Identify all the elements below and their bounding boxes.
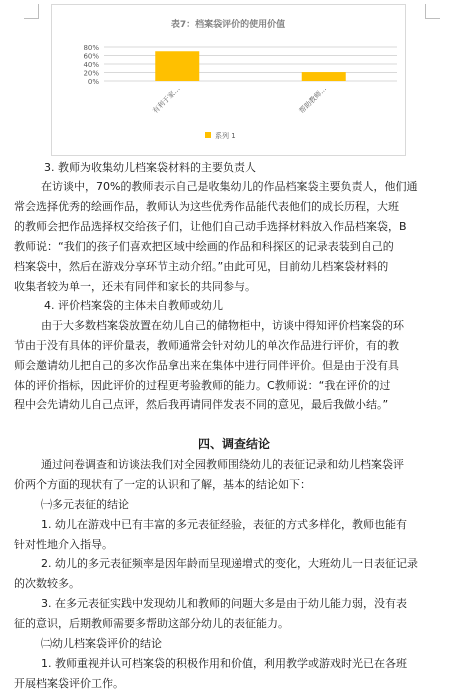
chart-container (51, 4, 406, 156)
subsection-heading: ㈡幼儿档案袋评价的结论 (41, 637, 162, 650)
paragraph-line: 体的评价指标，因此评价的过程更考验教师的能力。C教师说：“我在评价的过 (14, 379, 391, 392)
list-item-4-heading: 4. 评价档案袋的主体未自教师或幼儿 (44, 299, 223, 312)
list-item-3-heading: 3. 教师为收集幼儿档案袋材料的主要负责人 (44, 161, 256, 174)
list-item: 1. 教师重视并认可档案袋的积极作用和价值，利用教学或游戏时光已在各班 (41, 657, 407, 670)
y-tick-label: 40% (83, 61, 99, 69)
x-category-label: 有利于家… (151, 84, 182, 116)
y-tick-label: 60% (83, 52, 99, 61)
page-corner-mark-left (24, 4, 39, 19)
bar-chart (52, 5, 405, 155)
page-corner-mark-right (425, 4, 440, 19)
paragraph-line: 征的意识，后期教师需要多帮助这部分幼儿的表征能力。 (14, 617, 289, 630)
paragraph-line: 常会选择优秀的绘画作品，教师认为这些优秀作品能代表他们的成长历程，大班 (14, 200, 399, 213)
y-tick-label: 20% (83, 69, 99, 78)
section-heading: 四、调查结论 (198, 437, 271, 451)
paragraph-line: 的教师会把作品选择权交给孩子们，让他们自己动手选择材料放入作品档案袋，B (14, 220, 407, 233)
paragraph-line: 在访谈中，70%的教师表示自己是收集幼儿的作品档案袋主要负责人，他们通 (41, 180, 418, 193)
x-category-label: 帮助教师… (297, 84, 329, 116)
paragraph-line: 通过问卷调查和访谈法我们对全园教师围绕幼儿的表征记录和幼儿档案袋评 (41, 458, 404, 471)
paragraph-line: 开展档案袋评价工作。 (14, 677, 124, 690)
paragraph-line: 程中会先请幼儿自己点评，然后我再请同伴发表不同的意见，最后我做小结。” (14, 398, 389, 411)
y-tick-label: 0% (87, 78, 99, 86)
list-item: 3. 在多元表征实践中发现幼儿和教师的问题大多是由于幼儿能力弱，没有表 (41, 597, 407, 610)
subsection-heading: ㈠多元表征的结论 (41, 498, 129, 511)
chart-title: 表7：档案袋评价的使用价值 (170, 20, 286, 30)
legend-label: 系列 1 (215, 132, 236, 140)
paragraph-line: 由于大多数档案袋放置在幼儿自己的储物柜中，访谈中得知评价档案袋的环 (41, 319, 404, 332)
paragraph-line: 价两个方面的现状有了一定的认识和了解，基本的结论如下： (14, 478, 311, 491)
legend-swatch (205, 132, 211, 138)
paragraph-line: 的次数较多。 (14, 577, 80, 590)
list-item: 2. 幼儿的多元表征频率是因年龄而呈现递增式的变化，大班幼儿一日表征记录 (41, 557, 418, 570)
paragraph-line: 档案袋中，然后在游戏分享环节主动介绍。”由此可见，目前幼儿档案袋材料的 (14, 260, 389, 273)
list-item: 1. 幼儿在游戏中已有丰富的多元表征经验，表征的方式多样化，教师也能有 (41, 518, 407, 531)
paragraph-line: 师会邀请幼儿把自己的多次作品拿出来在集体中进行同伴评价。但是由于没有具 (14, 359, 399, 372)
y-tick-label: 80% (83, 44, 99, 52)
bar (155, 51, 199, 81)
bar (302, 72, 346, 81)
paragraph-line: 收集者较为单一，还未有同伴和家长的共同参与。 (14, 280, 256, 293)
paragraph-line: 教师说：“我们的孩子们喜欢把区域中绘画的作品和科探区的记录表装到自己的 (14, 240, 394, 253)
paragraph-line: 节由于没有具体的评价量表，教师通常会针对幼儿的单次作品进行评价，有的教 (14, 339, 399, 352)
paragraph-line: 针对性地介入指导。 (14, 538, 113, 551)
